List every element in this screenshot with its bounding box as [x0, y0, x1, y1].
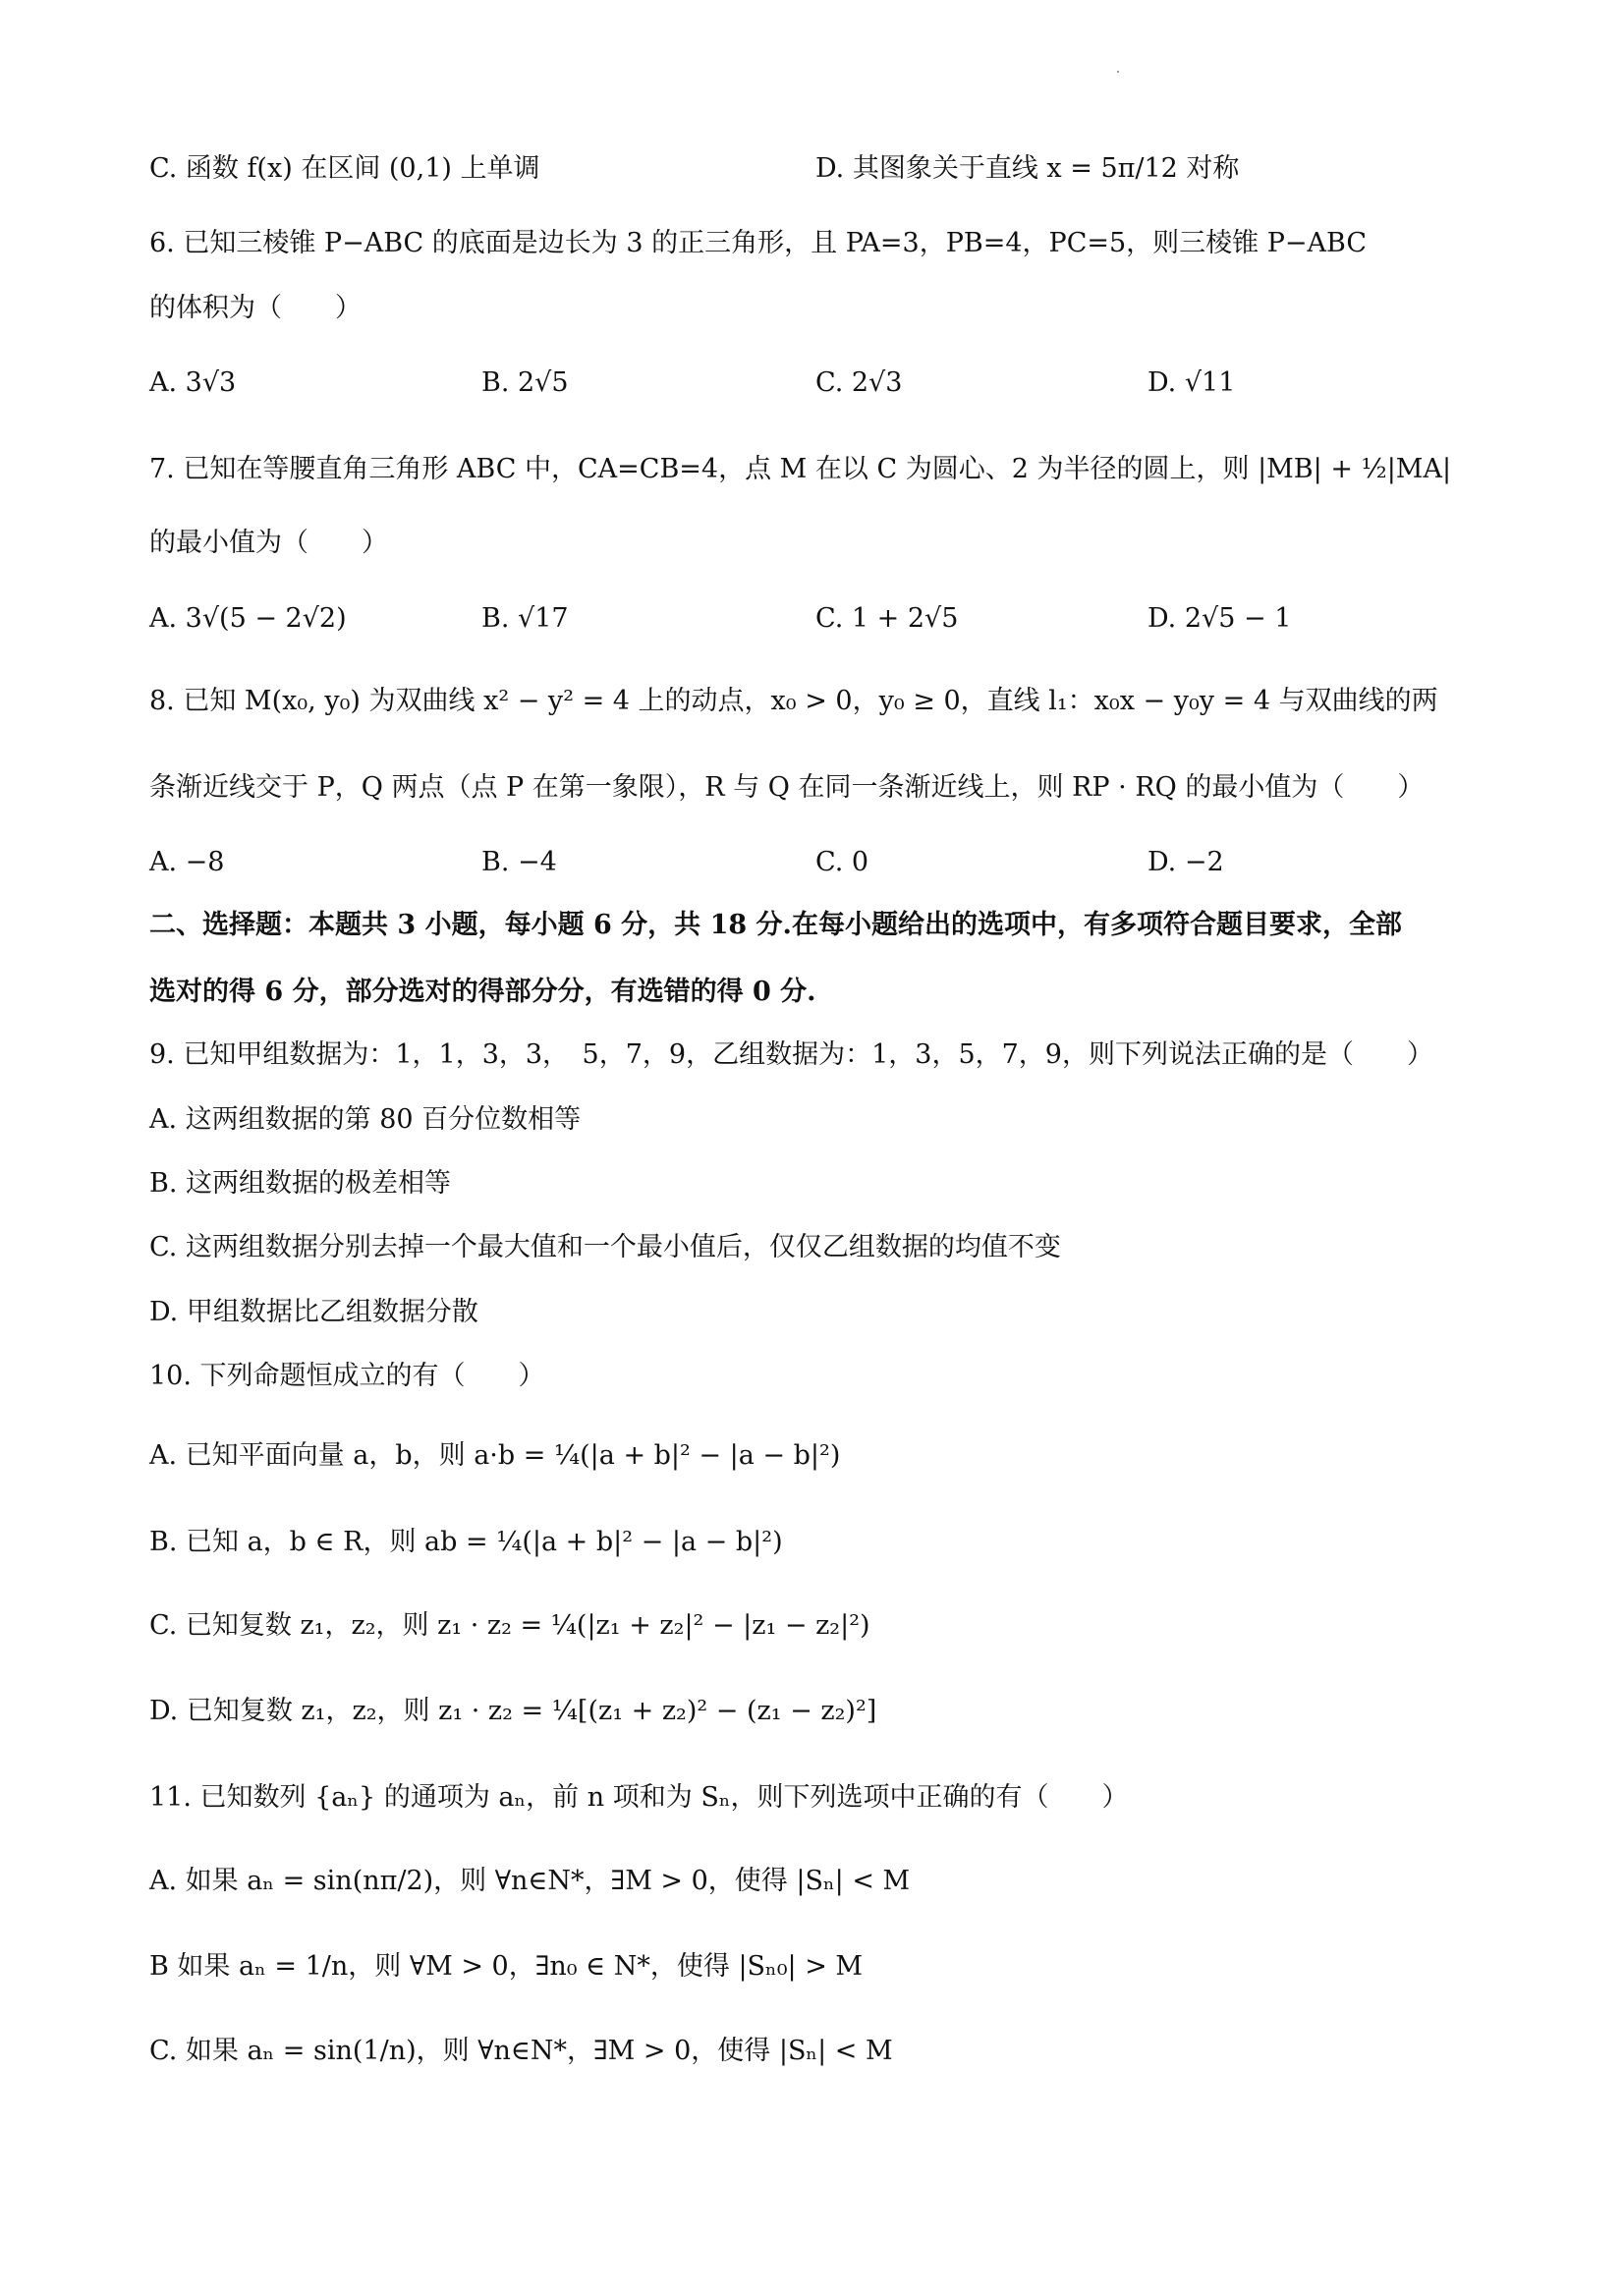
- text-line-q8b: 条渐近线交于 P，Q 两点（点 P 在第一象限），R 与 Q 在同一条渐近线上，则 RP · RQ 的最小值为（ ）: [149, 772, 1425, 803]
- text-line-q5c: C. 函数 f(x) 在区间 (0,1) 上单调: [149, 153, 540, 184]
- text-line-q6b: 的体积为（ ）: [149, 293, 362, 323]
- option-q8-B: B. −4: [481, 847, 557, 877]
- text-line-q7b: 的最小值为（ ）: [149, 528, 388, 558]
- option-q8-D: D. −2: [1147, 847, 1224, 877]
- text-line-q11c: C. 如果 aₙ = sin(1/n)，则 ∀n∈N*，∃M > 0，使得 |Sₙ| < M: [149, 2036, 893, 2066]
- text-line-sec2b: 选对的得 6 分，部分选对的得部分分，有选错的得 0 分.: [149, 977, 816, 1007]
- text-line-q11a: A. 如果 aₙ = sin(nπ/2)，则 ∀n∈N*，∃M > 0，使得 |Sₙ| < M: [149, 1866, 911, 1896]
- option-q6-D: D. √11: [1147, 367, 1236, 398]
- text-line-q10b: B. 已知 a，b ∈ R，则 ab = ¼(|a + b|² − |a − b|²): [149, 1527, 783, 1557]
- text-line-q7a: 7. 已知在等腰直角三角形 ABC 中，CA=CB=4，点 M 在以 C 为圆心、2 为半径的圆上，则 |MB| + ½|MA|: [149, 454, 1452, 484]
- option-q7-D: D. 2√5 − 1: [1147, 603, 1292, 634]
- option-q6-A: A. 3√3: [149, 367, 237, 398]
- text-line-sec2a: 二、选择题：本题共 3 小题，每小题 6 分，共 18 分.在每小题给出的选项中，有多项符合题目要求，全部: [149, 910, 1402, 940]
- option-q5d: D. 其图象关于直线 x = 5π/12 对称: [815, 153, 1240, 184]
- option-q8-C: C. 0: [815, 847, 869, 877]
- scan-speck: [1117, 71, 1119, 73]
- text-line-q10c: C. 已知复数 z₁，z₂，则 z₁ · z₂ = ¼(|z₁ + z₂|² − |z₁ − z₂|²): [149, 1610, 870, 1641]
- text-line-q11b: B 如果 aₙ = 1/n，则 ∀M > 0，∃n₀ ∈ N*，使得 |Sₙ₀| > M: [149, 1951, 864, 1982]
- option-q8-A: A. −8: [149, 847, 225, 877]
- text-line-q6a: 6. 已知三棱锥 P−ABC 的底面是边长为 3 的正三角形，且 PA=3，PB=4，PC=5，则三棱锥 P−ABC: [149, 228, 1368, 258]
- option-q7-B: B. √17: [481, 603, 569, 634]
- option-q6-C: C. 2√3: [815, 367, 903, 398]
- option-q7-A: A. 3√(5 − 2√2): [149, 603, 347, 634]
- text-line-q9c: C. 这两组数据分别去掉一个最大值和一个最小值后，仅仅乙组数据的均值不变: [149, 1232, 1061, 1262]
- text-line-q10: 10. 下列命题恒成立的有（ ）: [149, 1361, 545, 1391]
- text-line-q9d: D. 甲组数据比乙组数据分散: [149, 1297, 478, 1327]
- text-line-q11: 11. 已知数列 {aₙ} 的通项为 aₙ，前 n 项和为 Sₙ，则下列选项中正确的有（ ）: [149, 1782, 1129, 1813]
- text-line-q10d: D. 已知复数 z₁，z₂，则 z₁ · z₂ = ¼[(z₁ + z₂)² − (z₁ − z₂)²]: [149, 1696, 877, 1726]
- text-line-q9: 9. 已知甲组数据为：1，1，3，3， 5，7，9，乙组数据为：1，3，5，7，9，则下列说法正确的是（ ）: [149, 1039, 1433, 1070]
- option-q7-C: C. 1 + 2√5: [815, 603, 959, 634]
- text-line-q9b: B. 这两组数据的极差相等: [149, 1168, 452, 1199]
- text-line-q8a: 8. 已知 M(x₀, y₀) 为双曲线 x² − y² = 4 上的动点，x₀ > 0，y₀ ≥ 0，直线 l₁：x₀x − y₀y = 4 与双曲线的两: [149, 686, 1438, 716]
- text-line-q10a: A. 已知平面向量 a，b，则 a·b = ¼(|a + b|² − |a − b|²): [149, 1440, 841, 1471]
- text-line-q9a: A. 这两组数据的第 80 百分位数相等: [149, 1104, 582, 1135]
- option-q6-B: B. 2√5: [481, 367, 569, 398]
